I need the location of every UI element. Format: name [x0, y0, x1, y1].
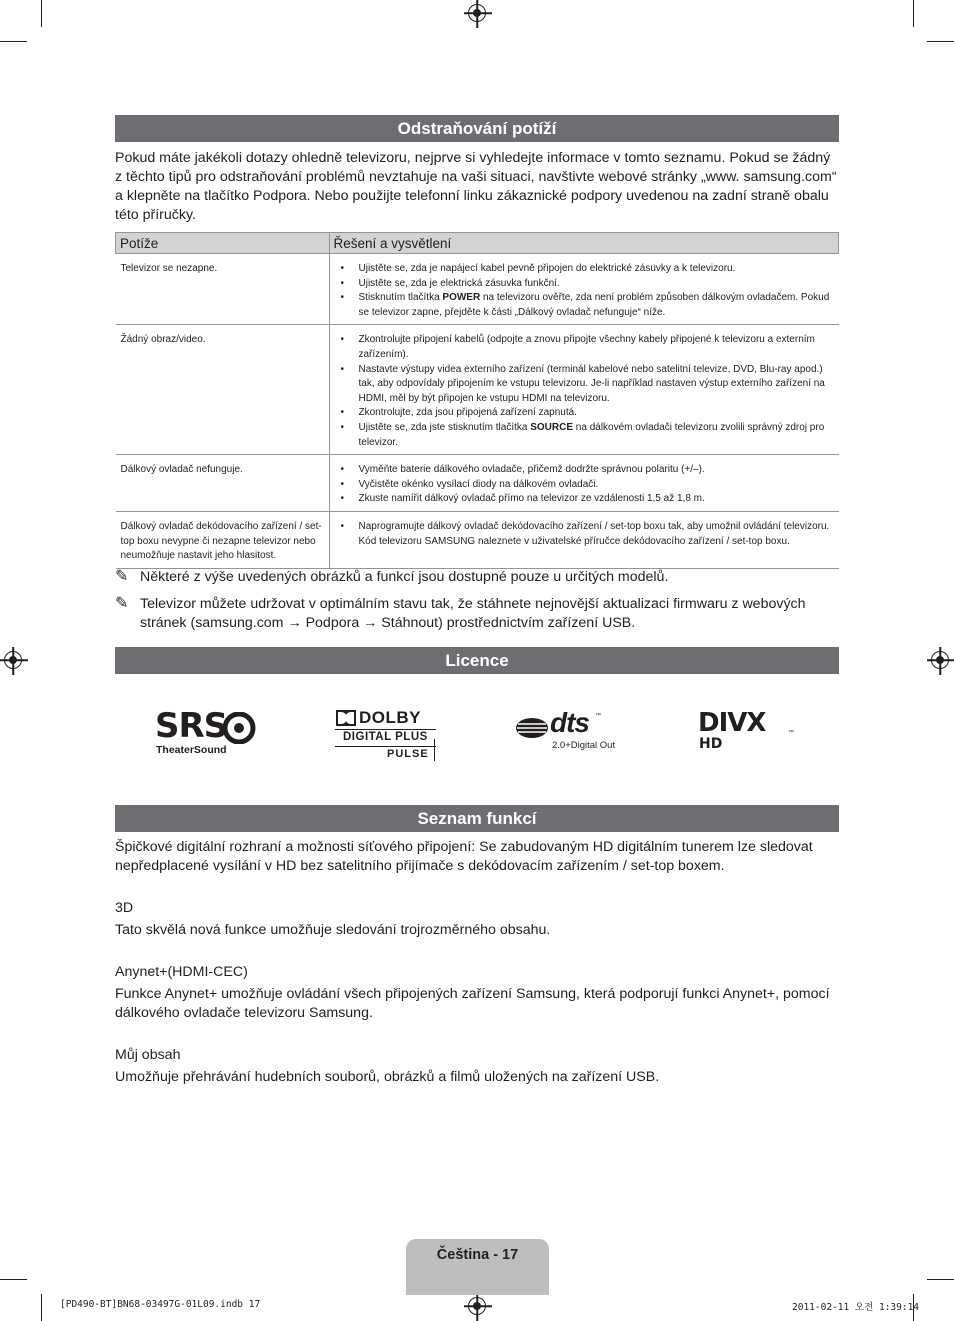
- feature-description: Funkce Anynet+ umožňuje ovládání všech připojených zařízení Samsung, která podporují funkci Anynet+, pomocí dálkového ovladače televizoru Samsung.: [115, 986, 830, 1021]
- table-row: [116, 455, 839, 512]
- crop-mark: [41, 1294, 42, 1321]
- problem-cell: Žádný obraz/video.: [116, 325, 330, 455]
- divx-trademark: ™: [788, 730, 794, 736]
- features-intro: Špičkové digitální rozhraní a možnosti síťového připojení: Se zabudovaným HD digitálním tunerem lze sledovat nepředplacené vysílání v HD bez satelitního přijímače s dekódovacím zařízením / set-top boxem.: [115, 839, 813, 874]
- dolby-logo-line2: PULSE: [387, 748, 429, 760]
- solution-item: • Naprogramujte dálkový ovladač dekódovacího zařízení / set-top boxu tak, aby umožnil ovládání televizoru. Kód televizoru SAMSUNG naleznete v uživatelské příručce dekódovacího zařízení / set-top boxu.: [335, 520, 835, 549]
- page-number-tab: Čeština - 17: [406, 1239, 549, 1295]
- dts-disc-icon: [515, 717, 549, 739]
- note-firmware: ✎ Televizor můžete udržovat v optimálním stavu tak, že stáhnete nejnovější aktualizaci firmwaru z webových stránek (samsung.com → Podpora → Stáhnout) prostřednictvím zařízení USB.: [115, 595, 806, 631]
- srs-circle-icon: [221, 712, 257, 744]
- solution-cell: [329, 325, 839, 455]
- feature-title: Anynet+(HDMI-CEC): [115, 964, 248, 980]
- solution-item: • Ujistěte se, zda je napájecí kabel pevně připojen do elektrické zásuvky a k televizoru.: [335, 262, 835, 277]
- table-header-problem: Potíže: [116, 233, 330, 254]
- divx-logo-subtext: HD: [699, 736, 723, 752]
- dts-trademark: ™: [595, 713, 601, 719]
- table-header-solution: Řešení a vysvětlení: [329, 233, 839, 254]
- dts-logo-text: dts: [550, 707, 589, 738]
- table-row: [116, 254, 839, 325]
- registration-mark-icon: [4, 651, 22, 669]
- srs-logo-subtext: TheaterSound: [156, 744, 227, 756]
- srs-logo: [155, 706, 260, 760]
- troubleshooting-intro: Pokud máte jakékoli dotazy ohledně televizoru, nejprve si vyhledejte informace v tomto seznamu. Pokud se žádný z těchto tipů pro odstraňování problémů nevztahuje na vaši situaci, navštivte webové stránky „www. samsung.com“ a klepněte na tlačítko Podpora. Nebo použijte telefonní linku zákaznické podpory uvedenou na zadní straně obalu této příručky.: [115, 150, 837, 223]
- crop-mark: [927, 41, 954, 42]
- section-title-licence: Licence: [115, 647, 839, 674]
- crop-mark: [0, 1279, 27, 1280]
- problem-cell: Dálkový ovladač dekódovacího zařízení / set-top boxu nevypne či nezapne televizor nebo neumožňuje nastavit jeho hlasitost.: [116, 511, 330, 568]
- dolby-logo-line1: DIGITAL PLUS: [343, 731, 428, 743]
- crop-mark: [927, 1279, 954, 1280]
- registration-mark-icon: [468, 4, 486, 22]
- solution-item: • Zkontrolujte, zda jsou připojená zařízení zapnutá.: [335, 406, 835, 421]
- troubleshooting-table: [115, 232, 839, 569]
- divx-logo-text: DIVX: [698, 708, 766, 738]
- feature-title: Můj obsah: [115, 1047, 181, 1063]
- solution-item: • Ujistěte se, zda jste stisknutím tlačítka SOURCE na dálkovém ovladači televizoru zvolili správný zdroj pro televizor.: [335, 421, 835, 450]
- feature-description: Umožňuje přehrávání hudebních souborů, obrázků a filmů uložených na zařízení USB.: [115, 1069, 660, 1085]
- feature-description: Tato skvělá nová funkce umožňuje sledování trojrozměrného obsahu.: [115, 922, 551, 938]
- pencil-note-icon: ✎: [115, 595, 129, 612]
- solution-item: • Zkontrolujte připojení kabelů (odpojte a znovu připojte všechny kabely připojené k televizoru a externím zařízením).: [335, 333, 835, 362]
- section-title-features: Seznam funkcí: [115, 805, 839, 832]
- pencil-note-icon: ✎: [115, 568, 129, 585]
- solution-item: • Vyměňte baterie dálkového ovladače, přičemž dodržte správnou polaritu (+/–).: [335, 463, 835, 478]
- solution-item: • Vyčistěte okénko vysílací diody na dálkovém ovladači.: [335, 478, 835, 493]
- problem-cell: Televizor se nezapne.: [116, 254, 330, 325]
- table-row: [116, 511, 839, 568]
- section-title-troubleshooting: Odstraňování potíží: [115, 115, 839, 142]
- note-models: ✎ Některé z výše uvedených obrázků a funkcí jsou dostupné pouze u určitých modelů.: [115, 568, 669, 585]
- registration-mark-icon: [468, 1297, 486, 1315]
- solution-cell: [329, 455, 839, 512]
- solution-item: • Stisknutím tlačítka POWER na televizoru ověřte, zda není problém způsoben dálkovým ovladačem. Pokud se televizor zapne, přejděte k části „Dálkový ovladač nefunguje“ níže.: [335, 291, 835, 320]
- crop-mark: [913, 0, 914, 27]
- dolby-logo: [335, 709, 437, 763]
- crop-mark: [0, 41, 27, 42]
- table-row: [116, 325, 839, 455]
- registration-mark-icon: [931, 651, 949, 669]
- feature-title: 3D: [115, 900, 134, 916]
- dolby-divider: [335, 746, 436, 747]
- dolby-double-d-icon: [336, 710, 356, 726]
- solution-item: • Nastavte výstupy videa externího zařízení (terminál kabelové nebo satelitní televize, DVD, Blu-ray apod.) tak, aby odpovídaly připojením ke vstupu televizoru. Je-li například nastaven výstup externího zařízení na HDMI, měl by být připojen ke vstupu HDMI na televizoru.: [335, 363, 835, 407]
- srs-logo-text: SRS: [155, 706, 228, 746]
- solution-item: • Ujistěte se, zda je elektrická zásuvka funkční.: [335, 277, 835, 292]
- divx-logo: [697, 708, 797, 756]
- dolby-divider: [335, 729, 436, 730]
- solution-item: • Zkuste namířit dálkový ovladač přímo na televizor ze vzdálenosti 1,5 až 1,8 m.: [335, 492, 835, 507]
- solution-cell: [329, 254, 839, 325]
- crop-mark: [41, 0, 42, 27]
- file-info: [PD490-BT]BN68-03497G-01L09.indb 17: [60, 1299, 261, 1310]
- dts-logo-subtext: 2.0+Digital Out: [552, 740, 616, 751]
- dolby-divider: [434, 739, 435, 761]
- dolby-logo-text: DOLBY: [359, 708, 421, 727]
- dts-logo: [515, 707, 625, 755]
- solution-cell: [329, 511, 839, 568]
- print-timestamp: 2011-02-11 오전 1:39:14: [792, 1302, 920, 1313]
- problem-cell: Dálkový ovladač nefunguje.: [116, 455, 330, 512]
